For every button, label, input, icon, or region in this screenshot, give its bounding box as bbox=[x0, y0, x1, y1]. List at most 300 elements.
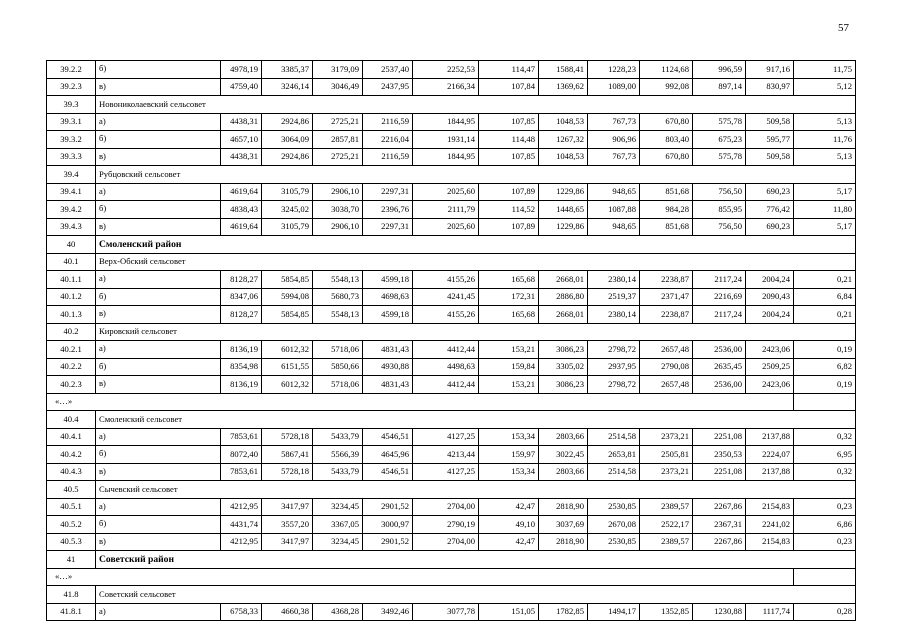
value-cell: 6,84 bbox=[794, 288, 856, 306]
table-row bbox=[47, 271, 856, 289]
row-code: 41.8.1 bbox=[47, 603, 96, 621]
value-cell: 2657,48 bbox=[640, 341, 693, 359]
value-cell: 4546,51 bbox=[363, 463, 413, 481]
value-cell: 4438,31 bbox=[221, 148, 262, 166]
value-cell: 2530,85 bbox=[588, 498, 640, 516]
value-cell: 2154,83 bbox=[746, 498, 794, 516]
value-cell: 2536,00 bbox=[693, 376, 746, 394]
value-cell: 2423,06 bbox=[746, 341, 794, 359]
value-cell: 2803,66 bbox=[539, 428, 588, 446]
value-cell: 8136,19 bbox=[221, 341, 262, 359]
value-cell: 670,80 bbox=[640, 113, 693, 131]
table-row bbox=[47, 358, 856, 376]
value-cell: 4831,43 bbox=[363, 376, 413, 394]
value-cell: 2238,87 bbox=[640, 306, 693, 324]
value-cell: 3022,45 bbox=[539, 446, 588, 464]
section-code: 39.4 bbox=[47, 166, 96, 184]
value-cell: 2025,60 bbox=[413, 218, 479, 236]
value-cell: 0,21 bbox=[794, 271, 856, 289]
section-name: Смоленский сельсовет bbox=[96, 411, 856, 429]
row-subitem: а) bbox=[96, 341, 221, 359]
value-cell: 4212,95 bbox=[221, 498, 262, 516]
table-row bbox=[47, 498, 856, 516]
value-cell: 107,85 bbox=[479, 148, 539, 166]
value-cell: 2216,69 bbox=[693, 288, 746, 306]
value-cell: 0,21 bbox=[794, 306, 856, 324]
value-cell: 2137,88 bbox=[746, 463, 794, 481]
value-cell: 5566,39 bbox=[313, 446, 363, 464]
value-cell: 2251,08 bbox=[693, 428, 746, 446]
row-subitem: в) bbox=[96, 78, 221, 96]
table-row bbox=[47, 463, 856, 481]
value-cell: 992,08 bbox=[640, 78, 693, 96]
row-subitem: а) bbox=[96, 183, 221, 201]
value-cell: 2653,81 bbox=[588, 446, 640, 464]
value-cell: 2798,72 bbox=[588, 376, 640, 394]
section-row bbox=[47, 166, 856, 184]
section-row bbox=[47, 323, 856, 341]
value-cell: 8072,40 bbox=[221, 446, 262, 464]
value-cell: 3077,78 bbox=[413, 603, 479, 621]
value-cell: 107,89 bbox=[479, 183, 539, 201]
value-cell: 4155,26 bbox=[413, 271, 479, 289]
value-cell: 2423,06 bbox=[746, 376, 794, 394]
value-cell: 4759,40 bbox=[221, 78, 262, 96]
section-name: Новониколаевский сельсовет bbox=[96, 96, 856, 114]
row-subitem: в) bbox=[96, 376, 221, 394]
value-cell: 2635,45 bbox=[693, 358, 746, 376]
value-cell: 2373,21 bbox=[640, 428, 693, 446]
value-cell: 767,73 bbox=[588, 113, 640, 131]
value-cell: 2857,81 bbox=[313, 131, 363, 149]
row-subitem: а) bbox=[96, 113, 221, 131]
district-code: 40 bbox=[47, 236, 96, 254]
value-cell: 4831,43 bbox=[363, 341, 413, 359]
value-cell: 2116,59 bbox=[363, 113, 413, 131]
value-cell: 4838,43 bbox=[221, 201, 262, 219]
value-cell: 2238,87 bbox=[640, 271, 693, 289]
value-cell: 42,47 bbox=[479, 498, 539, 516]
value-cell: 1228,23 bbox=[588, 61, 640, 79]
value-cell: 5728,18 bbox=[262, 428, 313, 446]
value-cell: 2670,08 bbox=[588, 516, 640, 534]
value-cell: 2509,25 bbox=[746, 358, 794, 376]
value-cell: 4978,19 bbox=[221, 61, 262, 79]
value-cell: 42,47 bbox=[479, 533, 539, 551]
value-cell: 3417,97 bbox=[262, 498, 313, 516]
value-cell: 5728,18 bbox=[262, 463, 313, 481]
value-cell: 0,32 bbox=[794, 428, 856, 446]
value-cell: 1844,95 bbox=[413, 113, 479, 131]
value-cell: 4241,45 bbox=[413, 288, 479, 306]
value-cell: 3245,02 bbox=[262, 201, 313, 219]
value-cell: 5433,79 bbox=[313, 463, 363, 481]
row-code: 40.4.2 bbox=[47, 446, 96, 464]
value-cell: 4498,63 bbox=[413, 358, 479, 376]
ellipsis-marker: «…» bbox=[47, 568, 794, 586]
section-code: 39.3 bbox=[47, 96, 96, 114]
value-cell: 165,68 bbox=[479, 306, 539, 324]
value-cell: 6,86 bbox=[794, 516, 856, 534]
value-cell: 3105,79 bbox=[262, 218, 313, 236]
value-cell: 3557,20 bbox=[262, 516, 313, 534]
value-cell: 509,58 bbox=[746, 113, 794, 131]
value-cell: 3000,97 bbox=[363, 516, 413, 534]
value-cell: 3367,05 bbox=[313, 516, 363, 534]
value-cell: 776,42 bbox=[746, 201, 794, 219]
value-cell: 159,97 bbox=[479, 446, 539, 464]
value-cell: 2704,00 bbox=[413, 533, 479, 551]
value-cell: 4599,18 bbox=[363, 271, 413, 289]
value-cell: 2657,48 bbox=[640, 376, 693, 394]
row-subitem: в) bbox=[96, 306, 221, 324]
value-cell: 3305,02 bbox=[539, 358, 588, 376]
value-cell: 4930,88 bbox=[363, 358, 413, 376]
value-cell: 2522,17 bbox=[640, 516, 693, 534]
row-subitem: в) bbox=[96, 148, 221, 166]
value-cell: 2380,14 bbox=[588, 271, 640, 289]
value-cell: 2396,76 bbox=[363, 201, 413, 219]
value-cell: 3417,97 bbox=[262, 533, 313, 551]
value-cell: 1229,86 bbox=[539, 218, 588, 236]
value-cell: 2514,58 bbox=[588, 463, 640, 481]
row-subitem: в) bbox=[96, 533, 221, 551]
value-cell: 575,78 bbox=[693, 148, 746, 166]
value-cell: 1369,62 bbox=[539, 78, 588, 96]
value-cell: 917,16 bbox=[746, 61, 794, 79]
value-cell: 1448,65 bbox=[539, 201, 588, 219]
value-cell: 4657,10 bbox=[221, 131, 262, 149]
value-cell: 851,68 bbox=[640, 183, 693, 201]
row-code: 40.4.3 bbox=[47, 463, 96, 481]
value-cell: 1844,95 bbox=[413, 148, 479, 166]
value-cell: 5680,73 bbox=[313, 288, 363, 306]
table-row bbox=[47, 61, 856, 79]
value-cell: 5718,06 bbox=[313, 341, 363, 359]
value-cell: 3234,45 bbox=[313, 498, 363, 516]
value-cell: 2154,83 bbox=[746, 533, 794, 551]
value-cell: 5,17 bbox=[794, 218, 856, 236]
value-cell: 855,95 bbox=[693, 201, 746, 219]
row-code: 39.3.1 bbox=[47, 113, 96, 131]
value-cell: 2216,04 bbox=[363, 131, 413, 149]
table-body bbox=[47, 61, 856, 621]
value-cell: 2137,88 bbox=[746, 428, 794, 446]
value-cell: 107,84 bbox=[479, 78, 539, 96]
district-row bbox=[47, 236, 856, 254]
value-cell: 897,14 bbox=[693, 78, 746, 96]
value-cell: 2725,21 bbox=[313, 113, 363, 131]
row-code: 40.4.1 bbox=[47, 428, 96, 446]
value-cell: 1048,53 bbox=[539, 148, 588, 166]
value-cell: 2251,08 bbox=[693, 463, 746, 481]
value-cell: 2267,86 bbox=[693, 498, 746, 516]
value-cell: 2886,80 bbox=[539, 288, 588, 306]
value-cell: 2389,57 bbox=[640, 533, 693, 551]
value-cell: 107,85 bbox=[479, 113, 539, 131]
section-row bbox=[47, 586, 856, 604]
value-cell: 11,75 bbox=[794, 61, 856, 79]
value-cell: 2166,34 bbox=[413, 78, 479, 96]
district-row bbox=[47, 551, 856, 569]
value-cell: 6012,32 bbox=[262, 341, 313, 359]
value-cell: 5548,13 bbox=[313, 271, 363, 289]
table-row bbox=[47, 183, 856, 201]
value-cell: 3064,09 bbox=[262, 131, 313, 149]
value-cell: 153,34 bbox=[479, 428, 539, 446]
row-code: 40.2.3 bbox=[47, 376, 96, 394]
table-row bbox=[47, 306, 856, 324]
value-cell: 5,12 bbox=[794, 78, 856, 96]
value-cell: 2297,31 bbox=[363, 183, 413, 201]
value-cell: 2790,19 bbox=[413, 516, 479, 534]
ellipsis-row bbox=[47, 568, 856, 586]
row-subitem: б) bbox=[96, 516, 221, 534]
value-cell: 0,23 bbox=[794, 498, 856, 516]
value-cell: 3179,09 bbox=[313, 61, 363, 79]
value-cell: 5,17 bbox=[794, 183, 856, 201]
value-cell: 2725,21 bbox=[313, 148, 363, 166]
value-cell: 1089,00 bbox=[588, 78, 640, 96]
value-cell: 2790,08 bbox=[640, 358, 693, 376]
section-name: Верх-Обский сельсовет bbox=[96, 253, 856, 271]
value-cell: 1087,88 bbox=[588, 201, 640, 219]
table-row bbox=[47, 516, 856, 534]
section-code: 40.4 bbox=[47, 411, 96, 429]
value-cell: 0,19 bbox=[794, 376, 856, 394]
value-cell: 3385,37 bbox=[262, 61, 313, 79]
row-code: 39.2.3 bbox=[47, 78, 96, 96]
row-code: 39.3.3 bbox=[47, 148, 96, 166]
value-cell: 159,84 bbox=[479, 358, 539, 376]
row-subitem: б) bbox=[96, 446, 221, 464]
value-cell: 0,32 bbox=[794, 463, 856, 481]
value-cell: 3038,70 bbox=[313, 201, 363, 219]
value-cell: 5854,85 bbox=[262, 306, 313, 324]
value-cell: 4645,96 bbox=[363, 446, 413, 464]
row-code: 40.5.3 bbox=[47, 533, 96, 551]
value-cell: 1117,74 bbox=[746, 603, 794, 621]
row-subitem: б) bbox=[96, 201, 221, 219]
value-cell: 1494,17 bbox=[588, 603, 640, 621]
value-cell: 3492,46 bbox=[363, 603, 413, 621]
table-row bbox=[47, 341, 856, 359]
row-code: 40.5.2 bbox=[47, 516, 96, 534]
row-subitem: б) bbox=[96, 61, 221, 79]
value-cell: 4412,44 bbox=[413, 376, 479, 394]
table-row bbox=[47, 376, 856, 394]
value-cell: 996,59 bbox=[693, 61, 746, 79]
value-cell: 2389,57 bbox=[640, 498, 693, 516]
row-code: 39.2.2 bbox=[47, 61, 96, 79]
value-cell: 107,89 bbox=[479, 218, 539, 236]
value-cell: 2117,24 bbox=[693, 271, 746, 289]
value-cell: 2924,86 bbox=[262, 113, 313, 131]
value-cell: 2116,59 bbox=[363, 148, 413, 166]
section-name: Сычевский сельсовет bbox=[96, 481, 856, 499]
value-cell: 2025,60 bbox=[413, 183, 479, 201]
value-cell: 4431,74 bbox=[221, 516, 262, 534]
value-cell: 3105,79 bbox=[262, 183, 313, 201]
value-cell: 2530,85 bbox=[588, 533, 640, 551]
value-cell: 49,10 bbox=[479, 516, 539, 534]
value-cell: 851,68 bbox=[640, 218, 693, 236]
value-cell: 2537,40 bbox=[363, 61, 413, 79]
value-cell: 4698,63 bbox=[363, 288, 413, 306]
value-cell: 11,80 bbox=[794, 201, 856, 219]
value-cell: 4438,31 bbox=[221, 113, 262, 131]
tariff-table bbox=[46, 60, 856, 621]
value-cell: 2798,72 bbox=[588, 341, 640, 359]
value-cell: 1931,14 bbox=[413, 131, 479, 149]
value-cell: 690,23 bbox=[746, 218, 794, 236]
table-row bbox=[47, 288, 856, 306]
table-row bbox=[47, 131, 856, 149]
value-cell: 2380,14 bbox=[588, 306, 640, 324]
section-row bbox=[47, 96, 856, 114]
row-subitem: в) bbox=[96, 463, 221, 481]
value-cell: 2818,90 bbox=[539, 533, 588, 551]
value-cell: 2818,90 bbox=[539, 498, 588, 516]
section-row bbox=[47, 253, 856, 271]
value-cell: 830,97 bbox=[746, 78, 794, 96]
value-cell: 675,23 bbox=[693, 131, 746, 149]
district-name: Смоленский район bbox=[96, 236, 856, 254]
value-cell: 2519,37 bbox=[588, 288, 640, 306]
section-code: 40.1 bbox=[47, 253, 96, 271]
section-name: Рубцовский сельсовет bbox=[96, 166, 856, 184]
value-cell: 1229,86 bbox=[539, 183, 588, 201]
value-cell: 1124,68 bbox=[640, 61, 693, 79]
table-row bbox=[47, 113, 856, 131]
row-code: 40.5.1 bbox=[47, 498, 96, 516]
value-cell: 509,58 bbox=[746, 148, 794, 166]
value-cell: 2901,52 bbox=[363, 533, 413, 551]
ellipsis-row bbox=[47, 393, 856, 411]
value-cell: 7853,61 bbox=[221, 428, 262, 446]
value-cell: 756,50 bbox=[693, 218, 746, 236]
blank-cell bbox=[794, 568, 856, 586]
value-cell: 5548,13 bbox=[313, 306, 363, 324]
value-cell: 114,48 bbox=[479, 131, 539, 149]
value-cell: 2505,81 bbox=[640, 446, 693, 464]
value-cell: 4619,64 bbox=[221, 218, 262, 236]
table-row bbox=[47, 78, 856, 96]
value-cell: 2906,10 bbox=[313, 183, 363, 201]
value-cell: 3037,69 bbox=[539, 516, 588, 534]
value-cell: 670,80 bbox=[640, 148, 693, 166]
value-cell: 4127,25 bbox=[413, 428, 479, 446]
value-cell: 4619,64 bbox=[221, 183, 262, 201]
row-subitem: а) bbox=[96, 271, 221, 289]
value-cell: 2668,01 bbox=[539, 306, 588, 324]
value-cell: 6012,32 bbox=[262, 376, 313, 394]
value-cell: 2241,02 bbox=[746, 516, 794, 534]
value-cell: 6,82 bbox=[794, 358, 856, 376]
value-cell: 153,21 bbox=[479, 376, 539, 394]
value-cell: 2004,24 bbox=[746, 306, 794, 324]
value-cell: 2901,52 bbox=[363, 498, 413, 516]
row-subitem: а) bbox=[96, 428, 221, 446]
value-cell: 0,19 bbox=[794, 341, 856, 359]
value-cell: 2350,53 bbox=[693, 446, 746, 464]
section-code: 40.2 bbox=[47, 323, 96, 341]
value-cell: 5,13 bbox=[794, 113, 856, 131]
row-code: 40.1.3 bbox=[47, 306, 96, 324]
section-name: Советский сельсовет bbox=[96, 586, 856, 604]
value-cell: 690,23 bbox=[746, 183, 794, 201]
value-cell: 2252,53 bbox=[413, 61, 479, 79]
value-cell: 5718,06 bbox=[313, 376, 363, 394]
value-cell: 984,28 bbox=[640, 201, 693, 219]
value-cell: 5867,41 bbox=[262, 446, 313, 464]
row-subitem: б) bbox=[96, 358, 221, 376]
table-row bbox=[47, 533, 856, 551]
value-cell: 1048,53 bbox=[539, 113, 588, 131]
value-cell: 151,05 bbox=[479, 603, 539, 621]
district-code: 41 bbox=[47, 551, 96, 569]
value-cell: 3086,23 bbox=[539, 341, 588, 359]
value-cell: 4412,44 bbox=[413, 341, 479, 359]
row-code: 39.4.1 bbox=[47, 183, 96, 201]
value-cell: 3046,49 bbox=[313, 78, 363, 96]
value-cell: 803,40 bbox=[640, 131, 693, 149]
value-cell: 5,13 bbox=[794, 148, 856, 166]
value-cell: 153,34 bbox=[479, 463, 539, 481]
value-cell: 172,31 bbox=[479, 288, 539, 306]
value-cell: 4660,38 bbox=[262, 603, 313, 621]
value-cell: 0,23 bbox=[794, 533, 856, 551]
value-cell: 11,76 bbox=[794, 131, 856, 149]
value-cell: 2704,00 bbox=[413, 498, 479, 516]
value-cell: 6758,33 bbox=[221, 603, 262, 621]
value-cell: 6151,55 bbox=[262, 358, 313, 376]
table-row bbox=[47, 446, 856, 464]
value-cell: 153,21 bbox=[479, 341, 539, 359]
row-code: 39.3.2 bbox=[47, 131, 96, 149]
table-row bbox=[47, 603, 856, 621]
value-cell: 5850,66 bbox=[313, 358, 363, 376]
value-cell: 1267,32 bbox=[539, 131, 588, 149]
row-subitem: б) bbox=[96, 131, 221, 149]
row-subitem: а) bbox=[96, 603, 221, 621]
page-number: 57 bbox=[838, 22, 849, 34]
value-cell: 575,78 bbox=[693, 113, 746, 131]
value-cell: 2004,24 bbox=[746, 271, 794, 289]
value-cell: 8354,98 bbox=[221, 358, 262, 376]
value-cell: 4546,51 bbox=[363, 428, 413, 446]
value-cell: 2536,00 bbox=[693, 341, 746, 359]
value-cell: 2803,66 bbox=[539, 463, 588, 481]
row-code: 40.1.2 bbox=[47, 288, 96, 306]
section-row bbox=[47, 481, 856, 499]
table-row bbox=[47, 148, 856, 166]
row-code: 40.2.1 bbox=[47, 341, 96, 359]
value-cell: 8136,19 bbox=[221, 376, 262, 394]
value-cell: 114,52 bbox=[479, 201, 539, 219]
value-cell: 906,96 bbox=[588, 131, 640, 149]
value-cell: 948,65 bbox=[588, 183, 640, 201]
value-cell: 2437,95 bbox=[363, 78, 413, 96]
value-cell: 2924,86 bbox=[262, 148, 313, 166]
value-cell: 2906,10 bbox=[313, 218, 363, 236]
row-code: 39.4.2 bbox=[47, 201, 96, 219]
value-cell: 4213,44 bbox=[413, 446, 479, 464]
value-cell: 2937,95 bbox=[588, 358, 640, 376]
ellipsis-marker: «…» bbox=[47, 393, 794, 411]
row-code: 40.1.1 bbox=[47, 271, 96, 289]
value-cell: 2117,24 bbox=[693, 306, 746, 324]
